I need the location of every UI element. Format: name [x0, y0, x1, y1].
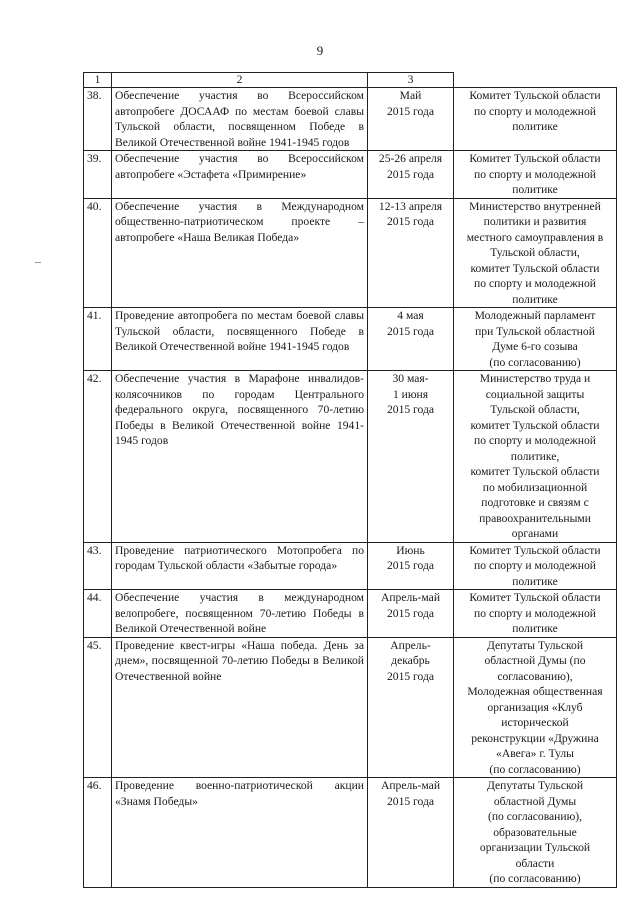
- date-line: Май: [399, 89, 422, 102]
- event-date: [368, 590, 454, 638]
- responsible-line: Депутаты Тульской: [486, 638, 584, 652]
- responsible-line: Комитет Тульской области: [469, 543, 601, 557]
- responsible-line: политике: [512, 292, 558, 306]
- responsible-line: Тульской области,: [490, 403, 580, 416]
- event-date: [368, 198, 454, 308]
- responsible-line: Министерство внутренней: [469, 199, 601, 213]
- responsible-line: по спорту и молодежной: [474, 559, 596, 572]
- responsible-party: [454, 88, 617, 151]
- responsible-line: политике: [512, 120, 558, 133]
- event-date: [368, 88, 454, 151]
- event-date: [368, 778, 454, 888]
- responsible-party: [454, 151, 617, 199]
- event-description: Обеспечение участия в Марафоне инвалидов-колясочников по городам Центрального федерального округа, посвященного 70-летию Победы в Великой Отечественной войне 1941-1945 годов: [112, 371, 368, 543]
- responsible-line: согласованию),: [497, 669, 573, 683]
- row-number: 40.: [84, 198, 112, 308]
- responsible-line: Комитет Тульской области: [469, 89, 601, 102]
- date-line: 25-26 апреля: [378, 152, 443, 165]
- responsible-line: по спорту и молодежной: [474, 434, 596, 447]
- event-date: [368, 637, 454, 778]
- table-row: [84, 88, 617, 151]
- responsible-party: [454, 542, 617, 590]
- responsible-party: [454, 590, 617, 638]
- responsible-line: политике,: [510, 449, 560, 463]
- responsible-line: политике: [512, 574, 558, 588]
- date-line: Апрель-май: [380, 591, 441, 604]
- responsible-line: политике: [512, 183, 558, 196]
- responsible-line: политики и развития: [483, 215, 587, 228]
- responsible-party: [454, 778, 617, 888]
- row-number: 46.: [84, 778, 112, 888]
- date-line: Апрель-: [390, 638, 431, 652]
- table-row: [84, 371, 617, 543]
- responsible-line: Комитет Тульской области: [469, 152, 601, 165]
- row-number: 41.: [84, 308, 112, 371]
- event-description: Обеспечение участия в Международном общественно-патриотическом проекте – автопробеге «Наша Великая Победа»: [112, 198, 368, 308]
- event-date: [368, 542, 454, 590]
- date-line: 12-13 апреля: [378, 199, 443, 213]
- responsible-line: (по согласованию): [489, 762, 581, 776]
- responsible-line: области: [515, 856, 555, 870]
- responsible-line: по спорту и молодежной: [474, 606, 596, 620]
- responsible-line: образовательные: [493, 825, 577, 839]
- row-number: 45.: [84, 637, 112, 778]
- date-line: 2015 года: [386, 215, 435, 228]
- responsible-party: [454, 371, 617, 543]
- responsible-line: по спорту и молодежной: [474, 104, 596, 118]
- event-description: Проведение военно-патриотической акции «Знамя Победы»: [112, 778, 368, 888]
- responsible-line: организация «Клуб: [487, 700, 583, 714]
- responsible-line: (по согласованию): [489, 355, 581, 369]
- table-body: [84, 88, 617, 888]
- responsible-line: комитет Тульской области: [470, 418, 600, 432]
- event-description: Проведение автопробега по местам боевой славы Тульской области, посвященного Победе в Великой Отечественной войне 1941-1945 годов: [112, 308, 368, 371]
- responsible-line: по мобилизационной: [482, 480, 588, 494]
- row-number: 44.: [84, 590, 112, 638]
- responsible-line: Комитет Тульской области: [469, 591, 601, 604]
- responsible-line: (по согласованию),: [487, 810, 583, 823]
- responsible-line: местного самоуправления в: [466, 230, 604, 244]
- responsible-line: Депутаты Тульской: [486, 779, 584, 792]
- responsible-line: по спорту и молодежной: [474, 277, 596, 290]
- responsible-line: правоохранительными: [479, 511, 591, 525]
- date-line: 2015 года: [386, 669, 435, 683]
- responsible-line: организации Тульской: [479, 841, 591, 854]
- date-line: 2015 года: [386, 794, 435, 808]
- responsible-line: при Тульской областной: [475, 324, 595, 338]
- date-line: 2015 года: [386, 167, 435, 181]
- responsible-party: [454, 198, 617, 308]
- responsible-line: Думе 6-го созыва: [492, 340, 578, 353]
- date-line: 1 июня: [392, 387, 429, 401]
- date-line: 30 мая-: [392, 372, 429, 385]
- responsible-line: Молодежная общественная: [467, 685, 603, 698]
- table-row: [84, 151, 617, 199]
- date-line: 2015 года: [386, 324, 435, 338]
- date-line: 4 мая: [397, 309, 424, 322]
- table-row: [84, 542, 617, 590]
- responsible-party: [454, 308, 617, 371]
- header-col-3: 3: [368, 73, 454, 88]
- responsible-line: исторической: [501, 716, 569, 729]
- event-description: Проведение квест-игры «Наша победа. День за днем», посвященной 70-летию Победы в Великой Отечественной войне: [112, 637, 368, 778]
- date-line: Июнь: [396, 543, 425, 557]
- responsible-line: по спорту и молодежной: [474, 167, 596, 181]
- responsible-line: комитет Тульской области: [470, 261, 600, 275]
- header-col-2: 2: [112, 73, 368, 88]
- responsible-line: социальной защиты: [485, 387, 585, 401]
- date-line: 2015 года: [386, 403, 435, 416]
- date-line: 2015 года: [386, 559, 435, 572]
- event-date: [368, 371, 454, 543]
- table-row: [84, 198, 617, 308]
- responsible-line: областной Думы (по: [484, 654, 586, 667]
- row-number: 43.: [84, 542, 112, 590]
- responsible-party: [454, 637, 617, 778]
- responsible-line: областной Думы: [493, 794, 577, 808]
- event-description: Обеспечение участия в международном велопробеге, посвященном 70-летию Победы в Великой Отечественной войне: [112, 590, 368, 638]
- event-date: [368, 151, 454, 199]
- responsible-line: Молодежный парламент: [474, 309, 596, 322]
- header-col-1: 1: [84, 73, 112, 88]
- page-number: 9: [316, 43, 324, 58]
- event-description: Обеспечение участия во Всероссийском автопробеге ДОСААФ по местам боевой славы Тульской области, посвященном Победе в Великой Отечественной войне 1941-1945 годов: [112, 88, 368, 151]
- date-line: декабрь: [391, 654, 430, 667]
- responsible-line: комитет Тульской области: [470, 465, 600, 478]
- responsible-line: Тульской области,: [490, 246, 580, 259]
- event-description: Обеспечение участия во Всероссийском автопробеге «Эстафета «Примирение»: [112, 151, 368, 199]
- table-row: [84, 778, 617, 888]
- responsible-line: подготовке и связям с: [481, 496, 589, 509]
- event-description: Проведение патриотического Мотопробега по городам Тульской области «Забытые города»: [112, 542, 368, 590]
- responsible-line: органами: [511, 527, 559, 540]
- date-line: 2015 года: [386, 606, 435, 620]
- responsible-line: (по согласованию): [489, 872, 581, 885]
- event-date: [368, 308, 454, 371]
- events-table: [83, 72, 617, 888]
- table-row: [84, 637, 617, 778]
- table-header-row: [84, 73, 617, 88]
- table-row: [84, 590, 617, 638]
- table-row: [84, 308, 617, 371]
- responsible-line: «Авега» г. Тулы: [496, 747, 574, 760]
- responsible-line: реконструкции «Дружина: [471, 731, 599, 745]
- row-number: 38.: [84, 88, 112, 151]
- responsible-line: политике: [512, 622, 558, 635]
- row-number: 42.: [84, 371, 112, 543]
- row-number: 39.: [84, 151, 112, 199]
- margin-mark: [35, 262, 41, 263]
- responsible-line: Министерство труда и: [479, 372, 591, 385]
- date-line: 2015 года: [386, 104, 435, 118]
- date-line: Апрель-май: [380, 779, 441, 792]
